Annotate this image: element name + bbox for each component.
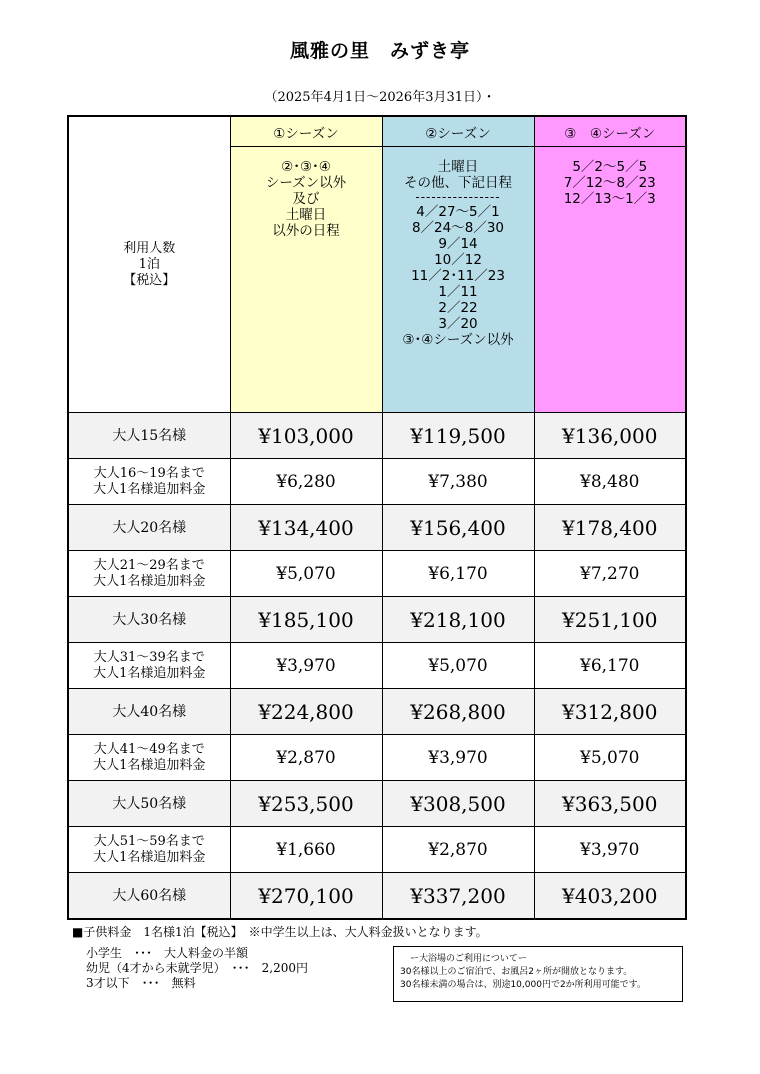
season-desc-line: 9／14: [438, 236, 478, 252]
guest-count-line: 大人31～39名まで: [93, 649, 205, 665]
price-cell: ¥5,070: [534, 735, 686, 781]
season-desc-line: ②･③･④: [281, 159, 331, 175]
bath-note-title: ー大浴場のご利用についてー: [410, 954, 527, 964]
corner-line: 【税込】: [123, 272, 176, 288]
price-cell: ¥403,200: [534, 873, 686, 920]
price-row: [68, 873, 686, 920]
guest-count-label: [68, 781, 230, 827]
season-2-description: [382, 147, 534, 413]
season-desc-line: 以外の日程: [272, 223, 340, 239]
price-cell: ¥8,480: [534, 459, 686, 505]
rate-table: [67, 115, 687, 920]
guest-count-line: 大人40名様: [112, 703, 187, 720]
child-rates-header: ■子供料金 1名様1泊【税込】 ※中学生以上は、大人料金扱いとなります。: [72, 925, 488, 939]
price-row: [68, 551, 686, 597]
guest-count-line: 大人15名様: [112, 427, 187, 444]
season-3-4-description: [534, 147, 686, 413]
price-row: [68, 735, 686, 781]
price-cell: ¥136,000: [534, 413, 686, 459]
season-desc-line: ----------------: [415, 190, 501, 204]
season-desc-line: 土曜日: [285, 207, 327, 223]
price-cell: ¥268,800: [382, 689, 534, 735]
corner-line: 利用人数: [123, 240, 176, 256]
guest-count-line: 大人20名様: [112, 519, 187, 536]
season-desc-line: シーズン以外: [265, 175, 347, 191]
price-row: [68, 689, 686, 735]
guest-count-label: [68, 551, 230, 597]
guest-count-line: 大人1名様追加料金: [93, 481, 206, 497]
price-cell: ¥6,170: [382, 551, 534, 597]
guest-count-line: 大人21～29名まで: [93, 557, 205, 573]
bath-note-line: 30名様以上のご宿泊で、お風呂2ヶ所が開放となります。: [400, 967, 633, 977]
guest-count-line: 大人1名様追加料金: [93, 573, 206, 589]
price-cell: ¥3,970: [382, 735, 534, 781]
price-row: [68, 505, 686, 551]
price-cell: ¥251,100: [534, 597, 686, 643]
season-1-description: [230, 147, 382, 413]
season-desc-line: 及び: [292, 191, 320, 207]
season-desc-line: 1／11: [438, 284, 478, 300]
price-row: [68, 643, 686, 689]
child-rate-item: 幼児（4才から未就学児） ･･･ 2,200円: [86, 961, 308, 975]
price-cell: ¥7,380: [382, 459, 534, 505]
price-cell: ¥134,400: [230, 505, 382, 551]
guest-count-line: 大人1名様追加料金: [93, 665, 206, 681]
guest-count-label: [68, 597, 230, 643]
corner-header: [68, 116, 230, 413]
season-desc-line: 2／22: [438, 300, 478, 316]
child-rate-item: 小学生 ･･･ 大人料金の半額: [86, 946, 249, 960]
guest-count-label: [68, 505, 230, 551]
price-cell: ¥103,000: [230, 413, 382, 459]
price-cell: ¥1,660: [230, 827, 382, 873]
guest-count-label: [68, 689, 230, 735]
price-cell: ¥6,170: [534, 643, 686, 689]
season-desc-line: 3／20: [438, 316, 478, 332]
guest-count-line: 大人41～49名まで: [93, 741, 205, 757]
price-cell: ¥156,400: [382, 505, 534, 551]
season-1-header: ①シーズン: [230, 116, 382, 147]
season-desc-line: 11／2･11／23: [411, 268, 505, 284]
price-cell: ¥3,970: [534, 827, 686, 873]
price-cell: ¥224,800: [230, 689, 382, 735]
season-2-header: ②シーズン: [382, 116, 534, 147]
guest-count-label: [68, 827, 230, 873]
price-cell: ¥253,500: [230, 781, 382, 827]
price-cell: ¥218,100: [382, 597, 534, 643]
price-cell: ¥308,500: [382, 781, 534, 827]
price-cell: ¥178,400: [534, 505, 686, 551]
price-row: [68, 597, 686, 643]
price-row: [68, 459, 686, 505]
validity-period: （2025年4月1日～2026年3月31日）・: [264, 90, 496, 105]
corner-line: 1泊: [138, 256, 160, 272]
season-desc-line: 10／12: [434, 252, 482, 268]
guest-count-line: 大人51～59名まで: [93, 833, 205, 849]
guest-count-line: 大人1名様追加料金: [93, 849, 206, 865]
price-cell: ¥312,800: [534, 689, 686, 735]
guest-count-label: [68, 459, 230, 505]
price-row: [68, 827, 686, 873]
season-3-4-header: ③ ④シーズン: [534, 116, 686, 147]
guest-count-label: [68, 873, 230, 920]
price-row: [68, 413, 686, 459]
price-cell: ¥2,870: [230, 735, 382, 781]
price-cell: ¥5,070: [230, 551, 382, 597]
season-desc-line: その他、下記日程: [404, 175, 512, 191]
guest-count-line: 大人16～19名まで: [93, 465, 205, 481]
season-desc-line: 土曜日: [437, 159, 479, 175]
season-desc-line: 5／2～5／5: [572, 159, 648, 175]
price-cell: ¥6,280: [230, 459, 382, 505]
guest-count-label: [68, 643, 230, 689]
price-row: [68, 781, 686, 827]
price-cell: ¥185,100: [230, 597, 382, 643]
price-cell: ¥5,070: [382, 643, 534, 689]
season-desc-line: 12／13～1／3: [563, 191, 656, 207]
season-desc-line: 4／27～5／1: [416, 204, 500, 220]
season-desc-line: 7／12～8／23: [563, 175, 656, 191]
price-cell: ¥363,500: [534, 781, 686, 827]
price-cell: ¥2,870: [382, 827, 534, 873]
guest-count-line: 大人30名様: [112, 611, 187, 628]
child-rate-item: 3才以下 ･･･ 無料: [86, 976, 196, 990]
guest-count-line: 大人50名様: [112, 795, 187, 812]
guest-count-line: 大人1名様追加料金: [93, 757, 206, 773]
price-cell: ¥270,100: [230, 873, 382, 920]
page-title: 風雅の里 みずき亭: [289, 40, 470, 62]
guest-count-line: 大人60名様: [112, 887, 187, 904]
price-cell: ¥119,500: [382, 413, 534, 459]
bath-note-box: [393, 946, 683, 1002]
price-cell: ¥3,970: [230, 643, 382, 689]
season-desc-line: 8／24～8／30: [411, 220, 505, 236]
price-cell: ¥7,270: [534, 551, 686, 597]
guest-count-label: [68, 735, 230, 781]
guest-count-label: [68, 413, 230, 459]
season-desc-line: ③･④シーズン以外: [402, 332, 514, 348]
bath-note-line: 30名様未満の場合は、別途10,000円で2か所利用可能です。: [400, 980, 646, 990]
price-cell: ¥337,200: [382, 873, 534, 920]
